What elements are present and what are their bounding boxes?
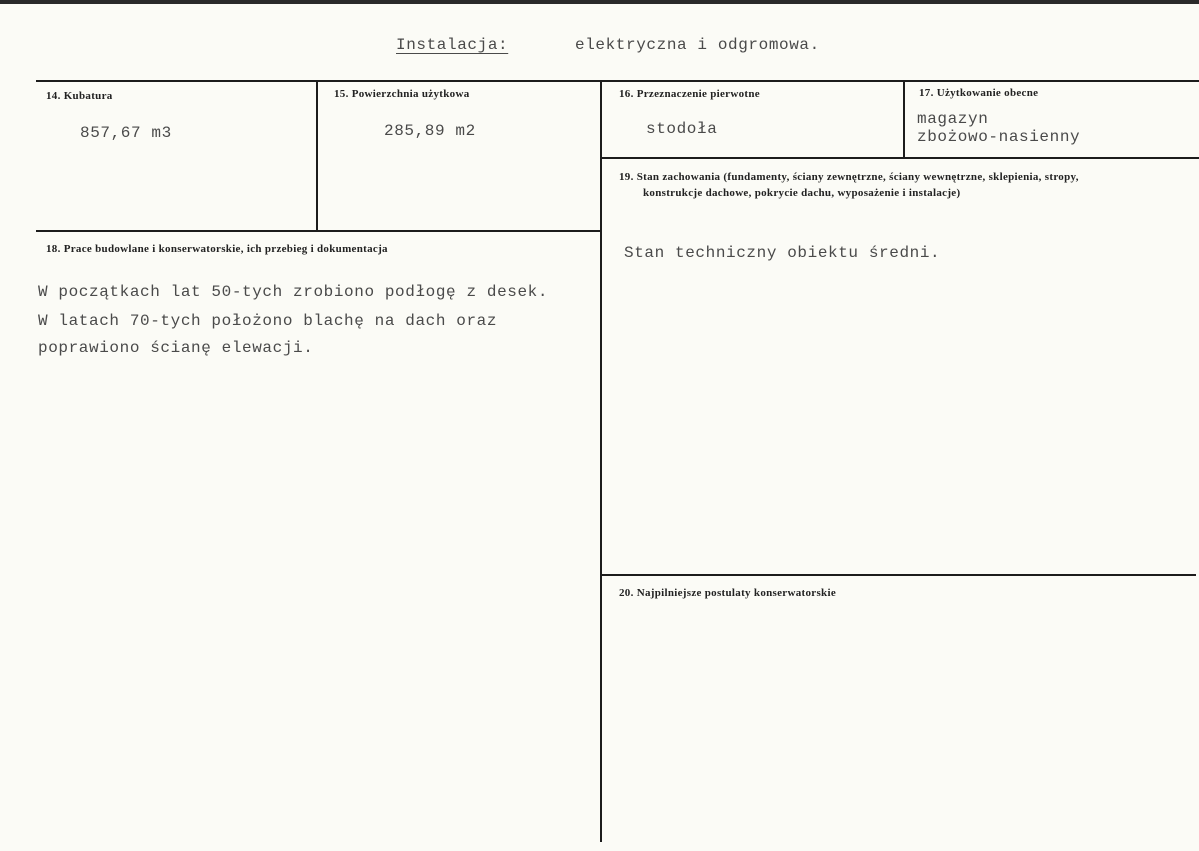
- field-17-label: 17. Użytkowanie obecne: [919, 87, 1039, 99]
- field-14-value: 857,67 m3: [80, 124, 172, 142]
- field-20-label: 20. Najpilniejsze postulaty konserwatorskie: [619, 587, 837, 599]
- field-18-label: 18. Prace budowlane i konserwatorskie, ich przebieg i dokumentacja: [46, 243, 388, 255]
- grid-line-row2-left: [36, 230, 602, 232]
- installation-value: elektryczna i odgromowa.: [575, 36, 820, 54]
- field-19-value: Stan techniczny obiektu średni.: [624, 244, 941, 262]
- grid-line-v1: [316, 80, 318, 231]
- installation-label: Instalacja:: [396, 36, 509, 54]
- field-19-label-line1: 19. Stan zachowania (fundamenty, ściany zewnętrzne, ściany wewnętrzne, sklepienia, stropy,: [619, 171, 1079, 183]
- field-14-label: 14. Kubatura: [46, 90, 113, 102]
- grid-line-v2: [600, 80, 602, 842]
- field-19-label-line2: konstrukcje dachowe, pokrycie dachu, wyposażenie i instalacje): [643, 187, 961, 199]
- field-18-line-1: W początkach lat 50-tych zrobiono podłogę z desek.: [38, 283, 549, 301]
- field-17-value-line2: zbożowo-nasienny: [917, 128, 1081, 146]
- grid-line-row3-right: [602, 574, 1196, 576]
- field-18-line-2: W latach 70-tych położono blachę na dach oraz: [38, 312, 498, 330]
- grid-line-row1-right: [602, 157, 1199, 159]
- grid-line-top: [36, 80, 1199, 82]
- field-18-line-3: poprawiono ścianę elewacji.: [38, 339, 314, 357]
- grid-line-v3: [903, 80, 905, 158]
- field-16-label: 16. Przeznaczenie pierwotne: [619, 88, 760, 100]
- top-border: [0, 0, 1199, 4]
- field-17-value-line1: magazyn: [917, 110, 989, 128]
- field-15-label: 15. Powierzchnia użytkowa: [334, 88, 470, 100]
- field-15-value: 285,89 m2: [384, 122, 476, 140]
- field-16-value: stodoła: [646, 120, 718, 138]
